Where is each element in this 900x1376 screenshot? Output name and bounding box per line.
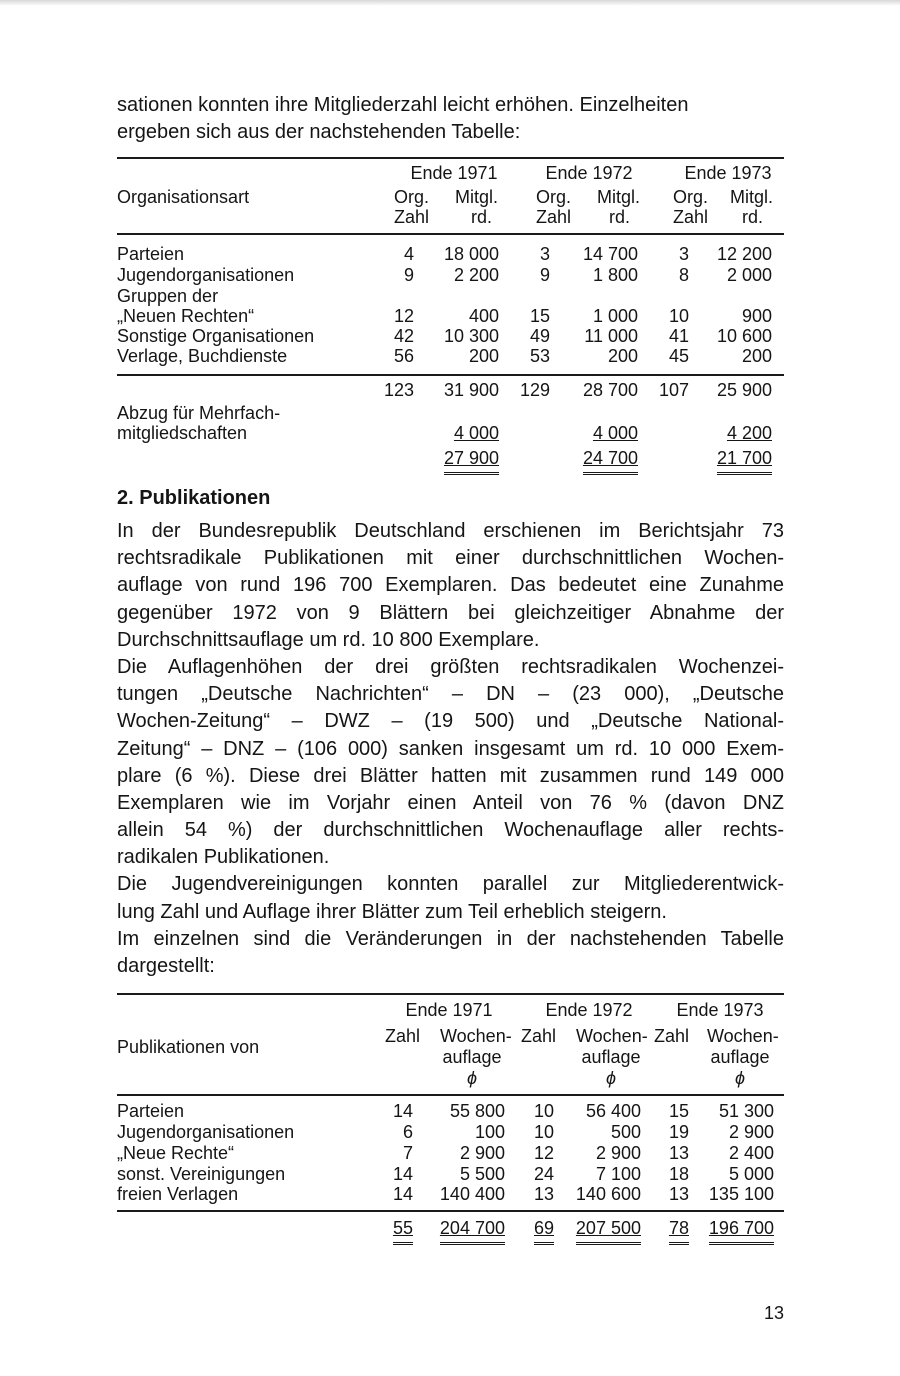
text-line: allein 54 %) der durchschnittlichen Wochenauflage aller rechts- (117, 819, 784, 842)
cell: 200 (741, 346, 772, 366)
text-line: plare (6 %). Diese drei Blätter hatten mit zusammen rund 149 000 (117, 764, 784, 787)
text-line: Durchschnittsauflage um rd. 10 800 Exemplare. (117, 628, 540, 651)
text-line: Zeitung“ – DNZ – (106 000) sanken insgesamt um rd. 10 000 Exem- (117, 737, 784, 760)
total-cell (504, 1218, 554, 1238)
net-value: 21 700 (717, 448, 772, 475)
cell: 8 (678, 265, 689, 285)
year-header: Ende 1971 (405, 1000, 493, 1020)
row-label: „Neue Rechte“ (117, 1143, 235, 1163)
cell: 15 (529, 306, 550, 326)
text-line: radikalen Publikationen. (117, 846, 330, 869)
col-header: Mitgl. (455, 187, 499, 207)
deduction-cell (429, 423, 499, 443)
cell: 14 (392, 1184, 413, 1204)
col-header: auflage (442, 1047, 502, 1067)
cell: 7 (402, 1143, 413, 1163)
col-header: rd. (609, 207, 631, 227)
col-header: rd. (471, 207, 493, 227)
total-cell (639, 1218, 689, 1238)
col-header: Zahl (521, 1026, 557, 1046)
row-label: Sonstige Organisationen (117, 326, 315, 346)
cell: 5 000 (728, 1164, 774, 1184)
deduction-value: 4 200 (726, 423, 772, 443)
cell: 53 (529, 346, 550, 366)
text-line: dargestellt: (117, 955, 215, 977)
col-header: Wochen- (440, 1026, 512, 1046)
header-rule (117, 1094, 784, 1096)
cell: 45 (668, 346, 689, 366)
deduction-value: 4 000 (592, 423, 638, 443)
scan-edge (0, 0, 900, 6)
row-label: Gruppen der (117, 286, 219, 306)
cell: 12 (533, 1143, 554, 1163)
col-header: Zahl (654, 1026, 690, 1046)
row-label: Parteien (117, 244, 185, 264)
cell: 12 200 (716, 244, 772, 264)
cell: 2 200 (453, 265, 499, 285)
col-header: Wochen- (707, 1026, 779, 1046)
col-header: Zahl (394, 207, 430, 227)
cell: 7 100 (595, 1164, 641, 1184)
cell: 11 000 (584, 326, 638, 346)
totals-rule (117, 374, 784, 376)
cell: 2 900 (595, 1143, 641, 1163)
cell: 6 (402, 1122, 413, 1142)
cell: 9 (539, 265, 550, 285)
total-cell: 129 (519, 380, 550, 400)
row-label: Parteien (117, 1101, 185, 1121)
col-header: Mitgl. (597, 187, 641, 207)
col-header: rd. (742, 207, 764, 227)
average-symbol: ϕ (605, 1068, 616, 1088)
cell: 56 400 (585, 1101, 641, 1121)
cell: 41 (668, 326, 689, 346)
cell: 14 (392, 1164, 413, 1184)
net-value: 27 900 (444, 448, 499, 475)
deduction-cell (702, 423, 772, 443)
cell: 140 400 (439, 1184, 505, 1204)
text-line: Exemplaren wie im Vorjahr einen Anteil von 76 % (davon DNZ (117, 791, 784, 814)
cell: 10 (533, 1101, 554, 1121)
cell: 200 (607, 346, 638, 366)
row-label: Verlage, Buchdienste (117, 346, 288, 366)
text-line: auflage von rund 196 700 Exemplaren. Das bedeutet eine Zunahme (117, 574, 784, 597)
table-top-rule (117, 993, 784, 995)
col-header: Org. (394, 187, 430, 207)
cell: 100 (474, 1122, 505, 1142)
deduction-value: 4 000 (453, 423, 499, 443)
col-header: auflage (710, 1047, 770, 1067)
total-value: 55 (393, 1218, 413, 1245)
cell: 13 (668, 1184, 689, 1204)
total-cell (363, 1218, 413, 1238)
average-symbol: ϕ (734, 1068, 745, 1088)
text-line: Die Auflagenhöhen der drei größten rechtsradikalen Wochenzei- (117, 655, 784, 678)
row-label-header: Organisationsart (117, 187, 250, 207)
text-line: tungen „Deutsche Nachrichten“ – DN – (23 000), „Deutsche (117, 683, 784, 706)
cell: 3 (539, 244, 550, 264)
text-line: Wochen-Zeitung“ – DWZ – (19 500) und „Deutsche National- (117, 710, 784, 733)
text-line: Im einzelnen sind die Veränderungen in der nachstehenden Tabelle (117, 927, 784, 950)
total-cell: 123 (383, 380, 414, 400)
cell: 13 (668, 1143, 689, 1163)
text-line: Die Jugendvereinigungen konnten parallel zur Mitgliederentwick- (117, 873, 784, 896)
col-header: Zahl (536, 207, 572, 227)
net-value: 24 700 (583, 448, 638, 475)
cell: 2 900 (728, 1122, 774, 1142)
text-line: rechtsradikale Publikationen mit einer durchschnittlichen Wochen- (117, 547, 784, 570)
cell: 10 600 (716, 326, 772, 346)
net-cell (568, 448, 638, 468)
col-header: Zahl (385, 1026, 421, 1046)
deduction-cell (568, 423, 638, 443)
cell: 42 (393, 326, 414, 346)
cell: 55 800 (449, 1101, 505, 1121)
cell: 14 (392, 1101, 413, 1121)
cell: 56 (393, 346, 414, 366)
table-top-rule (117, 157, 784, 159)
average-symbol: ϕ (466, 1068, 477, 1088)
cell: 10 300 (443, 326, 499, 346)
deduction-label: mitgliedschaften (117, 423, 248, 443)
cell: 51 300 (718, 1101, 774, 1121)
total-value: 69 (534, 1218, 554, 1245)
total-cell: 28 700 (582, 380, 638, 400)
row-label: freien Verlagen (117, 1184, 239, 1204)
totals-rule (117, 1210, 784, 1212)
total-cell (425, 1218, 505, 1238)
year-header: Ende 1972 (545, 163, 633, 183)
text-line: lung Zahl und Auflage ihrer Blätter zum Teil erheblich steigern. (117, 900, 667, 923)
header-rule (117, 233, 784, 235)
col-header: Mitgl. (730, 187, 774, 207)
page-number: 13 (763, 1303, 784, 1323)
cell: 900 (741, 306, 772, 326)
total-cell: 107 (658, 380, 689, 400)
cell: 140 600 (575, 1184, 641, 1204)
cell: 2 400 (728, 1143, 774, 1163)
cell: 10 (533, 1122, 554, 1142)
cell: 49 (529, 326, 550, 346)
cell: 135 100 (708, 1184, 774, 1204)
year-header: Ende 1973 (676, 1000, 764, 1020)
year-header: Ende 1973 (684, 163, 772, 183)
total-cell: 25 900 (716, 380, 772, 400)
section-heading: 2. Publikationen (117, 487, 271, 509)
total-value: 204 700 (440, 1218, 505, 1245)
row-label: Jugendorganisationen (117, 1122, 295, 1142)
year-header: Ende 1971 (410, 163, 498, 183)
total-value: 207 500 (576, 1218, 641, 1245)
cell: 1 800 (592, 265, 638, 285)
net-cell (429, 448, 499, 468)
cell: 18 000 (443, 244, 499, 264)
total-cell: 31 900 (443, 380, 499, 400)
cell: 13 (533, 1184, 554, 1204)
cell: 24 (533, 1164, 554, 1184)
intro-text (117, 92, 787, 146)
col-header: Org. (536, 187, 572, 207)
total-value: 78 (669, 1218, 689, 1245)
row-label: Jugendorganisationen (117, 265, 295, 285)
cell: 19 (668, 1122, 689, 1142)
intro-line: ergeben sich aus der nachstehenden Tabelle: (117, 121, 521, 143)
col-header: Zahl (673, 207, 709, 227)
cell: 1 000 (592, 306, 638, 326)
total-cell (694, 1218, 774, 1238)
cell: 2 900 (459, 1143, 505, 1163)
total-value: 196 700 (709, 1218, 774, 1245)
text-line: In der Bundesrepublik Deutschland erschienen im Berichtsjahr 73 (117, 520, 784, 542)
cell: 9 (403, 265, 414, 285)
net-cell (702, 448, 772, 468)
cell: 4 (403, 244, 414, 264)
cell: 18 (668, 1164, 689, 1184)
col-header: Org. (673, 187, 709, 207)
year-header: Ende 1972 (545, 1000, 633, 1020)
intro-line: sationen konnten ihre Mitgliederzahl leicht erhöhen. Einzelheiten (117, 94, 689, 116)
cell: 5 500 (459, 1164, 505, 1184)
cell: 500 (610, 1122, 641, 1142)
row-label-header: Publikationen von (117, 1037, 260, 1057)
cell: 12 (393, 306, 414, 326)
row-label: sonst. Vereinigungen (117, 1164, 286, 1184)
total-cell (561, 1218, 641, 1238)
cell: 3 (678, 244, 689, 264)
col-header: auflage (581, 1047, 641, 1067)
body-text (117, 518, 784, 980)
row-label: „Neuen Rechten“ (117, 306, 255, 326)
cell: 200 (468, 346, 499, 366)
cell: 14 700 (582, 244, 638, 264)
cell: 2 000 (726, 265, 772, 285)
cell: 10 (668, 306, 689, 326)
deduction-label: Abzug für Mehrfach- (117, 403, 281, 423)
cell: 15 (668, 1101, 689, 1121)
col-header: Wochen- (576, 1026, 648, 1046)
cell: 400 (468, 306, 499, 326)
text-line: gegenüber 1972 von 9 Blättern bei gleichzeitiger Abnahme der (117, 601, 784, 624)
